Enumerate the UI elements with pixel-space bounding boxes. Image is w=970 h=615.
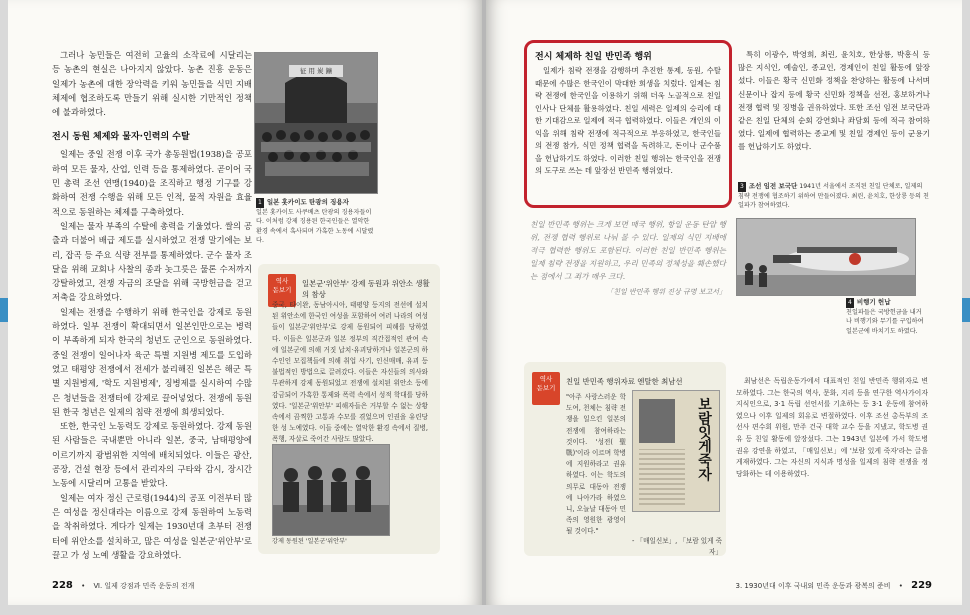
right-column-text <box>736 376 928 480</box>
left-footer: 228 • Ⅵ. 일제 강점과 민족 운동의 전개 <box>52 580 195 591</box>
sidebox-text: "아주 사랑스러운 학도여, 천체는 침략 전쟁을 일으킨 일본의 전쟁에 참여하라는 것이다. '성전(聖戰)'이라 이르며 학병에 지원하라고 권유하였다. 이는 학도의 의무로 대동아 전쟁에 나아가라 하였으니, 오늘날 대동아 민족의 영원한 광영이 될 것이다." <box>566 393 626 536</box>
caption-title: 일본 홋카이도 탄광의 징용자 <box>266 198 349 206</box>
caption-text: 일본 홋카이도 사쿠베츠 탄광의 징용자들이다. 이처럼 강제 징용된 한국인들은 열악한 환경 속에서 혹사되며 가혹한 노동에 시달렸다. <box>256 208 374 244</box>
right-history-sidebox <box>524 362 726 556</box>
photo-caption-1 <box>256 198 376 246</box>
faded-source: 「친일 반민족 행위 진상 규명 보고서」 <box>606 288 726 296</box>
paragraph: 일제는 중일 전쟁 이후 국가 총동원법(1938)을 공포하여 모든 물자, 산업, 인력 등을 통제하였다. 곧이어 국민 총력 조선 연맹(1940)을 조직하고 행정 기구를 강화하여 전쟁 수행을 위해 모든 인적, 물적 자원을 효율적으로 동원하는 체제를 구축하였다. <box>52 149 252 217</box>
intro-paragraph: 그러나 농민들은 여전히 고율의 소작료에 시달리는 등 농촌의 현실은 나아지지 않았다. 농촌 진흥 운동은 일제가 농촌에 대한 장악력을 키워 농민들을 식민 지배 체제에 협조하도록 만들기 위해 실시한 기만적인 정책에 불과하였다. <box>52 50 252 118</box>
airplane-photo <box>736 218 916 296</box>
highlight-heading: 전시 체제하 친일 반민족 행위 <box>535 52 652 62</box>
sidebox-photo-caption: 강제 동원된 '일본군'위안부' <box>272 538 347 545</box>
newspaper-headline: 보람잇게죽자 <box>696 397 712 481</box>
newspaper-clipping <box>632 390 720 512</box>
paragraph: 일제는 물자 부족의 수탈에 총력을 기울였다. 쌀의 공출과 더불어 배급 제도를 실시하였고 전쟁 말기에는 보리, 잡곡 등 주요 식량 전부를 통제하였다. 군수 물자 조달을 위해 교회나 사찰의 종과 놋그릇은 물론 수저까지 강탈하였고, 전쟁 자금의 조달을 위해 국방헌금을 걷고 저축을 강요하였다. <box>52 220 252 303</box>
caption-number: 3 <box>740 183 744 190</box>
newsprint-text <box>639 449 685 505</box>
comfort-women-photo <box>272 444 390 536</box>
page-number: 228 <box>52 580 73 591</box>
caption-3 <box>738 182 930 211</box>
highlight-text: 일제가 침략 전쟁을 감행하며 추진한 통제, 동원, 수탈 때문에 수많은 한국인이 막대한 희생을 치렀다. 일제는 침략 전쟁에 한국인을 이용하기 위해 더욱 노골적으로 친일 인사나 단체를 활용하였다. 친일 세력은 일제의 승리에 대한 기대감으로 일제에 적극 협력하였다. 이들은 개인의 이익을 위해 침략 전쟁에 적극적으로 부응하였고, 한국인들의 전쟁 참가, 식민 정책 협력을 독려하고, 돈이나 군수품을 헌납하기도 하였다. 이러한 친일 행위는 한국인을 전쟁의 도구로 쓰는 데 앞장선 반민족 행위였다. <box>535 66 721 175</box>
faded-quote: 친일 반민족 행위는 크게 보면 매국 행위, 항일 운동 탄압 행위, 전쟁 협력 행위로 나눠 볼 수 있다. 일제의 식민 지배에 적극 협력한 행위도 포함된다. 이러한 친일 반민족 행위는 일제 침략 전쟁을 지원하고, 우리 민족의 정체성을 훼손했다는 점에서 그 죄가 매우 크다. <box>530 220 726 281</box>
chapter-title: Ⅵ. 일제 강점과 민족 운동의 전개 <box>93 582 195 590</box>
sidebox-tag <box>532 372 560 405</box>
section-heading: 전시 동원 체제와 물자·인력의 수탈 <box>52 132 190 143</box>
caption-number: 1 <box>258 199 262 206</box>
paragraph: 또한, 한국인 노동력도 강제로 동원하였다. 강제 동원된 사람들은 국내뿐만 아니라 일본, 중국, 남태평양에 이르기까지 광범위한 지역에 배치되었다. 이들은 광산, 공장, 건설 현장 등에서 관리자의 구타와 감시, 장시간 노동에 시달리며 고통을 받았다. <box>52 421 252 489</box>
sidebox-text: 중국, 타이완, 동남아시아, 태평양 등지의 전선에 설치된 위안소에 한국인 여성을 포함하여 여러 나라의 여성들이 일본군'위안부'로 강제 동원되어 피해를 당하였다. 이들은 일본군과 일본 정부의 직간접적인 관여 속에 일본군에 의해 거짓 납치·유괴당하거나 일본군의 하수인인 모집책들에 의해 취업 사기, 인신매매, 유괴 등 불법적인 방법으로 끌려갔다. 이들은 자신들의 의사와 무관하게 강제 동원되었고 전쟁에 설치된 위안소 등에 감금되어 가혹한 통제와 폭력 속에서 성적 학대를 당하였다. '일본군'위안부' 피해자들은 거부할 수 없는 상황 속에서 끔찍한 고통과 수모를 겪었으며 인권을 유린당한 성 노예였다. 이들 중에는 열악한 환경 속에서 질병, 폭행, 자살로 죽어간 사람도 많았다. <box>272 301 428 444</box>
coal-mine-photo <box>254 52 378 194</box>
mine-sign: 征 用 炭 鑛 <box>299 67 333 75</box>
portrait <box>639 399 675 443</box>
upper-right-column <box>738 48 930 154</box>
left-main-column <box>52 48 252 562</box>
caption-title: 비행기 헌납 <box>856 298 891 306</box>
right-edge-tab <box>962 298 970 322</box>
right-footer: 3. 1930년대 이후 국내외 민족 운동과 광복의 준비 • 229 <box>735 580 932 591</box>
paragraph: 일제는 전쟁을 수행하기 위해 한국인을 강제로 동원하였다. 일부 전쟁이 확대되면서 일본인만으로는 병력이 부족하게 되자 한국의 청년도 군인으로 동원하였다. 중일 전쟁이 일어나자 육군 특별 지원병 제도를 도입하였고 태평양 전쟁에서 전세가 불리해진 일본은 해군 특별 지원병제, '학도 지원병제', 징병제를 실시하여 수많은 청년들을 전쟁터에 강제로 끌어넣었다. 전쟁에 동원된 한국 청년은 일제의 침략 전쟁에 희생되었다. <box>52 306 252 417</box>
airplane-illustration <box>737 219 915 295</box>
right-page <box>486 0 962 605</box>
sidebox-title: 일본군'위안부' 강제 동원과 위안소 생활의 참상 <box>302 279 430 299</box>
faded-quote-block <box>530 218 726 299</box>
paragraph: 일제는 여자 정신 근로령(1944)의 공포 이전부터 많은 여성을 정신대라는 이름으로 강제 동원하여 노동력을 착취하였다. 게다가 일제는 1930년대 초부터 전쟁터에 위안소를 설치하고, 많은 여성을 일본군'위안부'로 끌고 가 성 노예 생활을 강요하였다. <box>52 492 252 560</box>
caption-4 <box>846 298 926 336</box>
highlight-box <box>524 40 732 208</box>
right-text: 최남선은 독립운동가에서 대표적인 친일 반민족 행위자로 변모하였다. 그는 한국의 역사, 문화, 지리 등을 연구한 역사가이자 지식인으로, 3·1 독립 선언서를 기초하는 등 3·1 운동에 참여하였으나 이후 일제의 회유로 변절하였다. 이후 조선 총독부의 조선사 편수회 위원, 만주 건국 대학 교수 등을 지냈고, 학도병 권유 등 친일 활동에 앞장섰다. 그는 1943년 일본에 가서 학도병 권유 강연을 하였고, 「매일신보」에 '보람 있게 죽자'라는 글을 게재하였다. 그는 자신의 지식과 명성을 일제의 침략 전쟁을 정당화하는 데 이용하였다. <box>736 377 928 478</box>
upper-right-text: 특히 이광수, 박영희, 최린, 윤치호, 한상룡, 박흥식 등 많은 지식인, 예술인, 종교인, 경제인이 친일 활동에 앞장섰다. 이들은 황국 신민화 정책을 찬양하는 활동에 나서며 신문이나 잡지 등에 황국 신민화 정책을 선전, 홍보하거나 전쟁 협력 및 징병을 권유하였다. 또한 조선 임전 보국단과 같은 친일 단체의 순회 강연회나 좌담회 등에 적극 참여하였다. 일제에 협력하는 종교계 및 친일 경제인 등이 군용기를 헌납하기도 하였다. <box>738 50 930 152</box>
tag-line: 돋보기 <box>272 286 292 294</box>
sidebox-title: 친일 반민족 행위자료 엔탈한 최남선 <box>566 377 683 386</box>
caption-text: 1941년 서울에서 조직된 친일 단체로, 일제의 침략 전쟁에 협조하기 위하여 만들어졌다. 최린, 윤치호, 한상룡 등의 친일파가 참여하였다. <box>738 183 929 209</box>
history-sidebox <box>258 264 440 554</box>
tag-line: 역사 <box>275 277 289 285</box>
left-edge-tab <box>0 298 8 322</box>
caption-title: 조선 임전 보국단 <box>748 182 798 190</box>
chapter-title: 3. 1930년대 이후 국내외 민족 운동과 광복의 준비 <box>735 582 891 590</box>
sidebox-source: - 「매일신보」, 「보람 있게 죽자」 <box>632 537 722 557</box>
left-page <box>8 0 482 605</box>
page-number: 229 <box>911 580 932 591</box>
group-illustration <box>273 445 389 535</box>
caption-text: 친일파들은 국방헌금을 내거나 비행기와 무기를 구입하여 일본군에 바치기도 하였다. <box>846 308 924 335</box>
tag-line: 역사 <box>539 375 553 383</box>
caption-number: 4 <box>848 299 852 306</box>
tag-line: 돋보기 <box>536 384 556 392</box>
